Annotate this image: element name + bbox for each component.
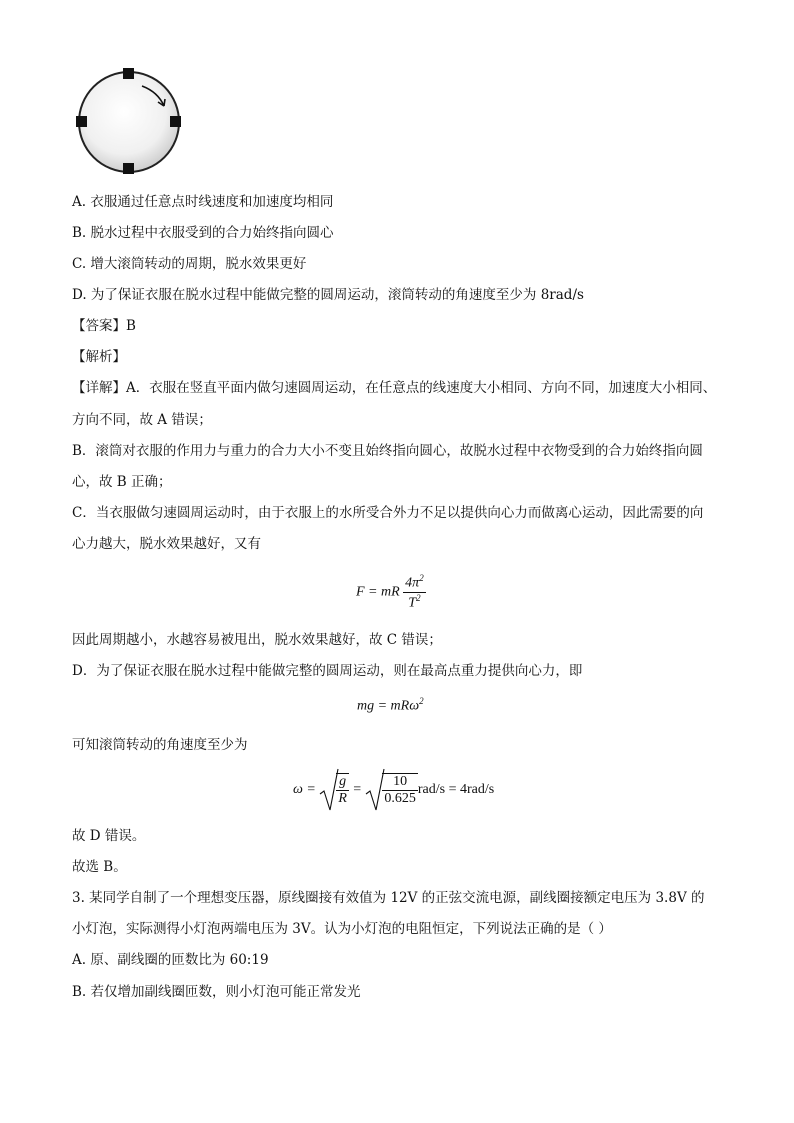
eq-w-rhs: rad/s = 4rad/s (417, 782, 495, 797)
eq-w-g: g (336, 774, 349, 791)
option-b: B. 脱水过程中衣服受到的合力始终指向圆心 (72, 225, 334, 241)
paddle-left (76, 116, 87, 127)
analysis-label: 【解析】 (72, 349, 126, 365)
rotating-drum-figure (70, 66, 188, 178)
drum-circle (79, 72, 179, 172)
eq-f-den-sup: 2 (416, 592, 421, 603)
question3-stem-line1: 3. 某同学自制了一个理想变压器，原线圈接有效值为 12V 的正弦交流电源，副线圈接额定电压为 3.8V 的 (72, 890, 705, 906)
paddle-top (123, 68, 134, 79)
eq-f-num: 4π (405, 575, 420, 591)
detail-a-text1: A．衣服在竖直平面内做匀速圆周运动，在任意点的线速度大小相同、方向不同，加速度大小相同、 (126, 380, 717, 396)
eq-f-num-sup: 2 (419, 573, 424, 583)
eq-f-lhs: F = mR (356, 584, 400, 600)
detail-d-line2: 可知滚筒转动的角速度至少为 (72, 737, 248, 753)
answer-line (72, 316, 136, 336)
equation-angular-speed (293, 768, 494, 814)
equation-centripetal-force (356, 573, 426, 611)
eq-mg: mg = mRω (357, 698, 420, 714)
eq-mg-sup: 2 (419, 696, 424, 706)
paddle-right (170, 116, 181, 127)
eq-f-fraction (403, 573, 426, 611)
eq-w-frac1 (336, 773, 349, 807)
eq-w-frac2 (382, 773, 418, 807)
answer-value: B (126, 318, 136, 334)
detail-b-line2: 心，故 B 正确； (72, 474, 172, 490)
option-c: C. 增大滚筒转动的周期，脱水效果更好 (72, 256, 307, 272)
detail-a-line2: 方向不同，故 A 错误； (72, 412, 212, 428)
eq-w-R: R (338, 791, 347, 806)
detail-c-line1: C．当衣服做匀速圆周运动时，由于衣服上的水所受合外力不足以提供向心力而做离心运动，因此需要的向 (72, 505, 704, 521)
detail-c-line2: 心力越大，脱水效果越好，又有 (72, 536, 261, 552)
option-a: A. 衣服通过任意点时线速度和加速度均相同 (72, 194, 334, 210)
eq-w-0625: 0.625 (384, 791, 416, 806)
detail-a-line1 (72, 378, 716, 398)
option-d: D. 为了保证衣服在脱水过程中能做完整的圆周运动，滚筒转动的角速度至少为 8rad/s (72, 287, 584, 303)
detail-c-line3: 因此周期越小，水越容易被甩出，脱水效果越好，故 C 错误； (72, 632, 442, 648)
eq-w-lhs: ω = (293, 782, 316, 797)
equation-gravity-centripetal (357, 696, 424, 715)
detail-d-line3: 故 D 错误。 (72, 828, 146, 844)
detail-b-line1: B．滚筒对衣服的作用力与重力的合力大小不变且始终指向圆心，故脱水过程中衣物受到的合力始终指向圆 (72, 443, 703, 459)
conclusion: 故选 B。 (72, 859, 127, 875)
eq-w-10: 10 (382, 774, 418, 791)
eq-f-den: T (408, 595, 417, 611)
question3-option-b: B. 若仅增加副线圈匝数，则小灯泡可能正常发光 (72, 984, 361, 1000)
eq-w-eq: = (352, 782, 362, 797)
paddle-bottom (123, 163, 134, 174)
detail-label: 【详解】 (72, 380, 126, 396)
question3-option-a: A. 原、副线圈的匝数比为 60:19 (72, 952, 269, 968)
answer-label: 【答案】 (72, 318, 126, 334)
question3-stem-line2: 小灯泡，实际测得小灯泡两端电压为 3V。认为小灯泡的电阻恒定，下列说法正确的是（ ） (72, 921, 612, 937)
detail-d-line1: D．为了保证衣服在脱水过程中能做完整的圆周运动，则在最高点重力提供向心力，即 (72, 663, 583, 679)
